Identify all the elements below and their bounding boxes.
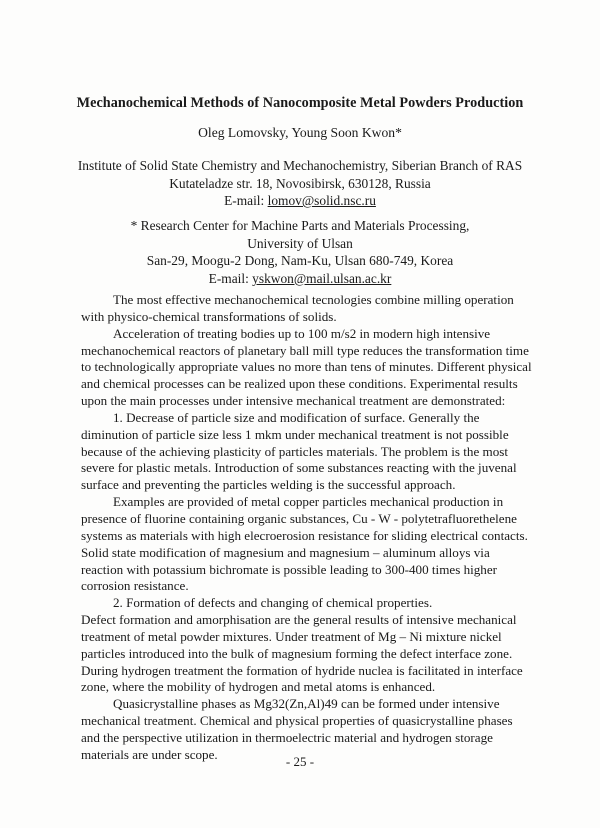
body-line: Quasicrystalline phases as Mg32(Zn,Al)49 can be formed under intensive xyxy=(113,696,500,712)
body-line: with physico-chemical transformations of solids. xyxy=(81,308,337,324)
affiliation-1-address: Kutateladze str. 18, Novosibirsk, 630128, Russia xyxy=(169,175,431,191)
affiliation-2-university: University of Ulsan xyxy=(247,235,353,251)
author-list: Oleg Lomovsky, Young Soon Kwon* xyxy=(198,125,402,140)
affiliation-2-center: * Research Center for Machine Parts and Materials Processing, xyxy=(130,218,470,233)
email-link-yskwon[interactable]: yskwon@mail.ulsan.ac.kr xyxy=(252,270,392,286)
body-line: severe for plastic metals. Introduction of some substances reacting with the juvenal xyxy=(81,460,517,476)
body-line: presence of fluorine containing organic substances, Cu - W - polytetrafluorethelene xyxy=(81,510,517,526)
body-line: systems as materials with high elecroerosion resistance for sliding electrical contacts. xyxy=(81,527,528,543)
body-line: upon the main processes under intensive mechanical treatment are demonstrated: xyxy=(81,393,506,409)
email-link-lomov[interactable]: lomov@solid.nsc.ru xyxy=(267,193,376,209)
body-line: to technologically appropriate values no more than tens of minutes. Different physical xyxy=(81,359,532,375)
body-line: Examples are provided of metal copper particles mechanical production in xyxy=(113,494,504,510)
body-line: because of the achieving plasticity of particles materials. The problem is the most xyxy=(81,443,508,459)
body-line: reaction with potassium bichromate is possible leading to 300-400 times higher xyxy=(81,561,498,577)
body-line: The most effective mechanochemical tecnologies combine milling operation xyxy=(113,292,514,307)
affiliation-1-institute: Institute of Solid State Chemistry and Mechanochemistry, Siberian Branch of RAS xyxy=(77,158,523,173)
body-line: and chemical processes can be realized upon these conditions. Experimental results xyxy=(81,376,518,392)
email-label: E-mail: xyxy=(208,270,253,286)
body-line: 2. Formation of defects and changing of chemical properties. xyxy=(113,595,433,611)
page-number: - 25 - xyxy=(285,754,315,769)
body-line: mechanochemical reactors of planetary ball mill type reduces the transformation time xyxy=(81,342,529,358)
affiliation-1 xyxy=(0,157,600,210)
body-line: mechanical treatment. Chemical and physical properties of quasicrystalline phases xyxy=(81,713,513,729)
body-line: Acceleration of treating bodies up to 100 m/s2 in modern high intensive xyxy=(113,325,491,341)
body-line: zone, where the mobility of hydrogen and metal atoms is enhanced. xyxy=(81,679,436,695)
body-line: particles introduced into the bulk of magnesium forming the defect interface zone. xyxy=(81,645,513,661)
affiliation-1-email-line xyxy=(0,192,600,210)
body-line: Defect formation and amorphisation are the general results of intensive mechanical xyxy=(81,612,517,628)
affiliation-2 xyxy=(0,217,600,287)
affiliation-2-address: San-29, Moogu-2 Dong, Nam-Ku, Ulsan 680-749, Korea xyxy=(146,253,454,269)
body-line: 1. Decrease of particle size and modification of surface. Generally the xyxy=(113,409,480,425)
body-line: materials are under scope. xyxy=(81,746,218,762)
body-line: treatment of metal powder mixtures. Under treatment of Mg – Ni mixture nickel xyxy=(81,628,502,644)
body-line: During hydrogen treatment the formation of hydride nuclea is facilitated in interface xyxy=(81,662,523,678)
body-line: and the perspective utilization in thermoelectric material and hydrogen storage xyxy=(81,729,493,745)
body-line: Solid state modification of magnesium and magnesium – aluminum alloys via xyxy=(81,544,490,560)
body-line: diminution of particle size less 1 mkm under mechanical treatment is not possible xyxy=(81,426,509,442)
affiliation-2-email-line xyxy=(0,270,600,288)
abstract-body xyxy=(81,292,532,764)
paper-title: Mechanochemical Methods of Nanocomposite Metal Powders Production xyxy=(76,95,524,111)
email-label: E-mail: xyxy=(224,193,268,209)
body-line: corrosion resistance. xyxy=(81,578,189,594)
body-line: surface and preventing the particles welding is the successful approach. xyxy=(81,477,456,493)
